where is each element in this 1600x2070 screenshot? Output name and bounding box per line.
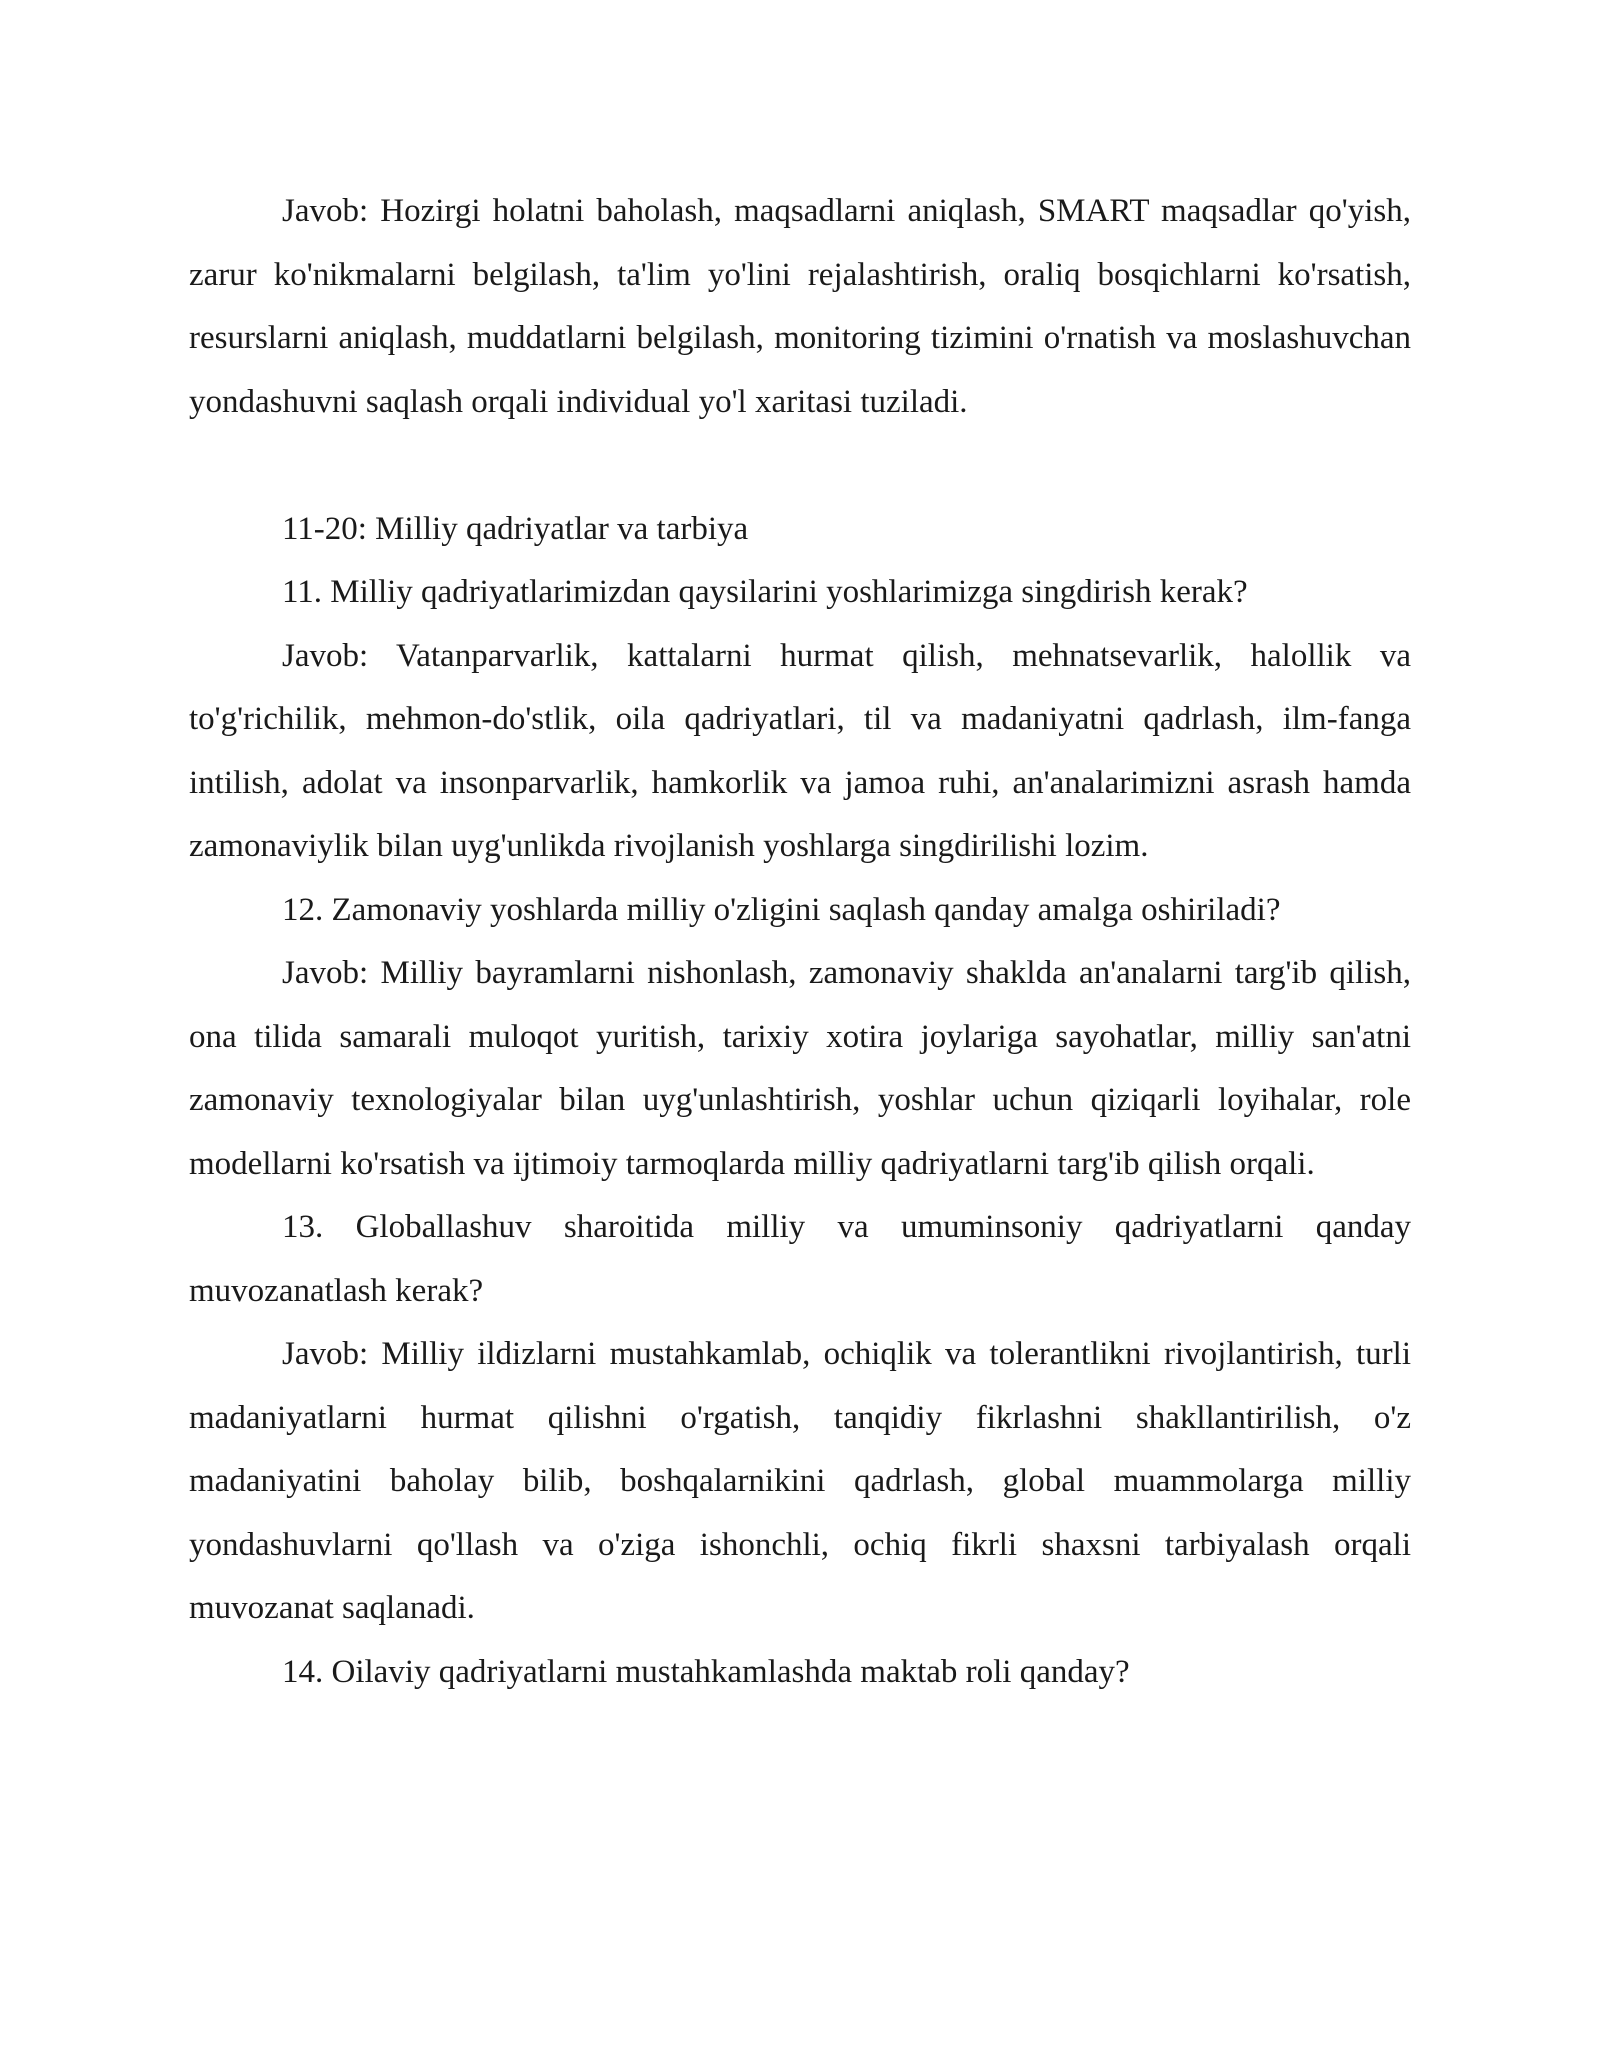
- answer-12-paragraph: Javob: Milliy bayramlarni nishonlash, zamonaviy shaklda an'analarni targ'ib qilish, ona tilida samarali muloqot yuritish, tarixiy xotira joylariga sayohatlar, milliy san'atni zamonaviy texnologiyalar bilan uyg'unlashtirish, yoshlar uchun qiziqarli loyihalar, role modellarni ko'rsatish va ijtimoiy tarmoqlarda milliy qadriyatlarni targ'ib qilish orqali.: [189, 955, 1411, 1182]
- section-spacer: [189, 434, 1411, 498]
- document-body: [189, 180, 1411, 1704]
- question-12: 12. Zamonaviy yoshlarda milliy o'zligini saqlash qanday amalga oshiriladi?: [282, 891, 1281, 928]
- section-heading: 11-20: Milliy qadriyatlar va tarbiya: [282, 510, 749, 547]
- answer-11-paragraph: Javob: Vatanparvarlik, kattalarni hurmat qilish, mehnatsevarlik, halollik va to'g'richilik, mehmon-do'stlik, oila qadriyatlari, til va madaniyatni qadrlash, ilm-fanga intilish, adolat va insonparvarlik, hamkorlik va jamoa ruhi, an'analarimizni asrash hamda zamonaviylik bilan uyg'unlikda rivojlanish yoshlarga singdirilishi lozim.: [189, 637, 1411, 864]
- question-14: 14. Oilaviy qadriyatlarni mustahkamlashda maktab roli qanday?: [282, 1653, 1130, 1690]
- answer-13-paragraph: Javob: Milliy ildizlarni mustahkamlab, ochiqlik va tolerantlikni rivojlantirish, turli madaniyatlarni hurmat qilishni o'rgatish, tanqidiy fikrlashni shakllantirilish, o'z madaniyatini baholay bilib, boshqalarnikini qadrlash, global muammolarga milliy yondashuvlarni qo'llash va o'ziga ishonchli, ochiq fikrli shaxsni tarbiyalash orqali muvozanat saqlanadi.: [189, 1336, 1411, 1626]
- question-13: 13. Globallashuv sharoitida milliy va umuminsoniy qadriyatlarni qanday muvozanatlash kerak?: [189, 1209, 1411, 1309]
- answer-10-paragraph: Javob: Hozirgi holatni baholash, maqsadlarni aniqlash, SMART maqsadlar qo'yish, zarur ko'nikmalarni belgilash, ta'lim yo'lini rejalashtirish, oraliq bosqichlarni ko'rsatish, resurslarni aniqlash, muddatlarni belgilash, monitoring tizimini o'rnatish va moslashuvchan yondashuvni saqlash orqali individual yo'l xaritasi tuziladi.: [189, 193, 1411, 420]
- question-11: 11. Milliy qadriyatlarimizdan qaysilarini yoshlarimizga singdirish kerak?: [282, 574, 1248, 610]
